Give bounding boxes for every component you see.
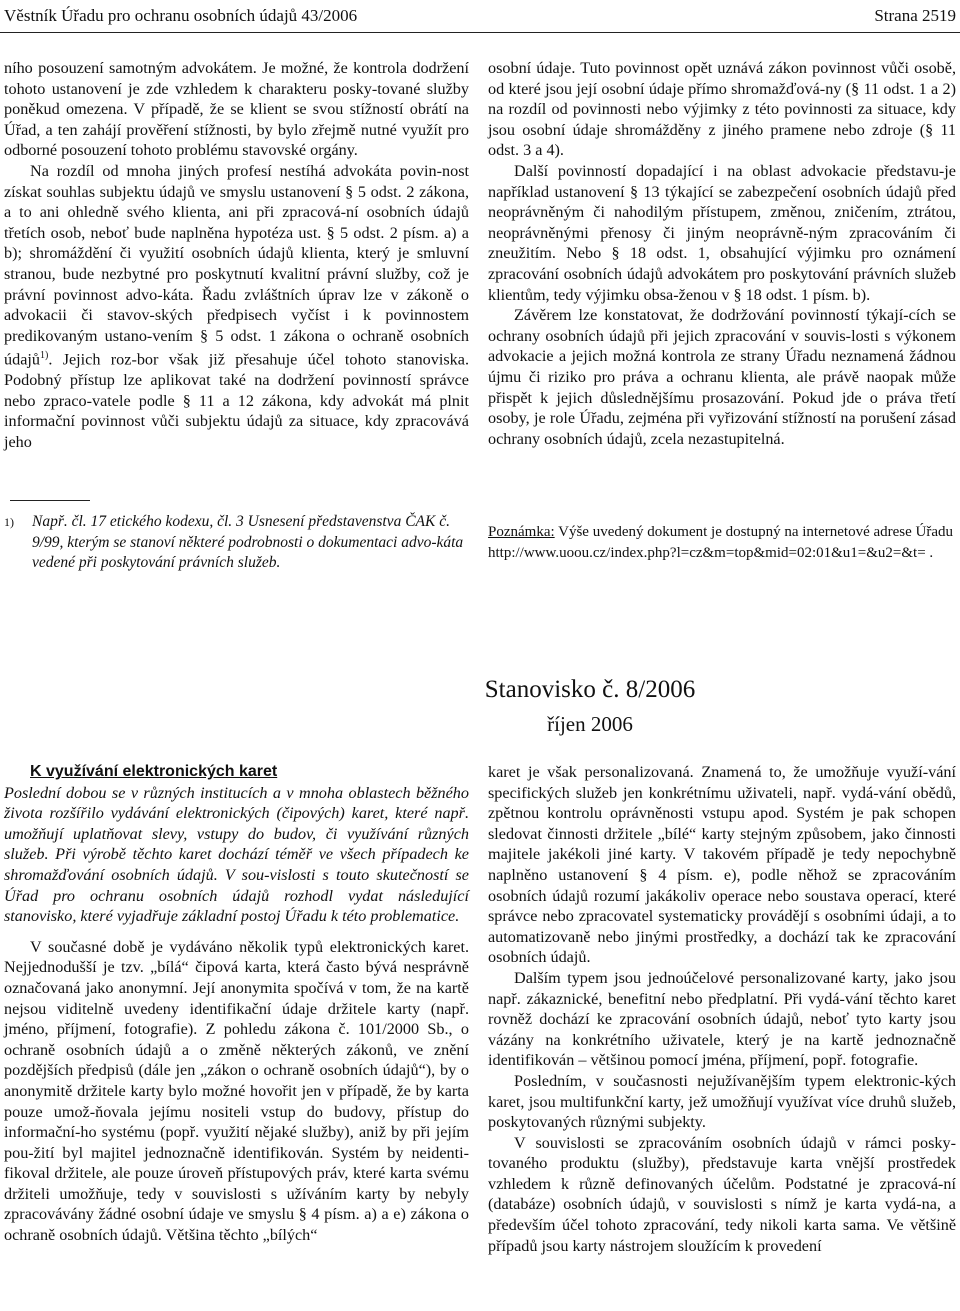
paragraph: Dalším typem jsou jednoúčelové personalizované karty, jako jsou např. zákaznické, benefitní nebo předplatní. Při vydá-vání těchto karet rovněž dochází ke zpracování osobních údajů, neboť tyto karty jsou vázány na konkrétního uživatele, který je na kartě jednoznačně identifikován – většinou pomocí jména, příjmení, popř. fotografie. [488, 968, 956, 1070]
paragraph: Posledním, v současnosti nejužívanějším typem elektronic-kých karet, jsou multifunkční karty, jež umožňují využívat více druhů služeb, poskytovaných různými subjekty. [488, 1071, 956, 1132]
column-4 [488, 762, 956, 1256]
opinion-title: Stanovisko č. 8/2006 [484, 676, 696, 703]
footnote [4, 512, 469, 574]
paragraph: Další povinností dopadající i na oblast advokacie představu-je například ustanovení § 13 týkající se zabezpečení osobních údajů před neoprávněným či nahodilým přístupem, změnou, zničením, ztrátou, neoprávněnými přenosy či jiným neoprávně-ným zpracováním či zneužitím. Nebo § 18 odst. 1, obsahující výjimku pro oznámení zpracování osobních údajů advokátem pro poskytování právních služeb klientům, tedy výjimku obsa-ženou v § 18 odst. 1 písm. b). [488, 161, 956, 304]
paragraph: V současné době je vydáváno několik typů elektronických karet. Nejjednodušší je tzv. „bílá“ čipová karta, která často bývá nesprávně označovaná jako anonymní. Její anonymita spočívá v tom, že na kartě nejsou viditelně uvedeny identifikační údaje držitele karty (např. jméno, příjmení, fotografie). Z pohledu zákona č. 101/2000 Sb., o ochraně osobních údajů a o změně některých zákonů, ve znění pozdějších předpisů (dále jen „zákon o ochraně osobních údajů“), by o anonymitě držitele karty bylo možné hovořit jen v případě, že by karta pouze umož-ňovala jejímu nositeli vstup do budovy, přístup do informační-ho systému (popř. využití nějaké služby), aniž by při jejím pou-žití byl majitel jednoznačně identifikován. Systém by neidenti-fikoval držitele, ale pouze úroveň přístupových práv, které karta svému držiteli umožňuje, tedy v souvislosti s užíváním karty by nebyly zpracovávány žádné osobní údaje ve smyslu § 4 písm. a) a e) zákona o ochraně osobních údajů. Většina těchto „bílých“ [4, 937, 469, 1245]
paragraph: Závěrem lze konstatovat, že dodržování povinností týkají-cích se ochrany osobních údajů při jejich zpracování v souvis-losti s výkonem advokacie a jejich možná kontrola ze strany Úřadu neznamená žádnou újmu či riziko pro práva a ochranu klienta, ale právě naopak může přispět k jejich důslednějšímu prosazování. Pokud jde o práva třetí osoby, je role Úřadu, zejména při vyřizování stížností na porušení zásad ochrany osobních údajů, zcela nezastupitelná. [488, 306, 956, 448]
column-2 [488, 58, 956, 449]
note-label: Poznámka: [488, 524, 555, 540]
note-text[interactable]: Výše uvedený dokument je dostupný na internetové adrese Úřadu http://www.uoou.cz/index.php?l=cz&m=top&mid=02:01&u1=&u2=&t= . [488, 524, 954, 561]
page-number: Strana 2519 [874, 6, 956, 25]
column-3 [4, 762, 469, 1246]
paragraph-text: . Jejich roz-bor však již přesahuje účel tohoto stanoviska. Podobný přístup lze aplikovat také na dodržení povinností správce nebo zpraco-vatele podle § 11 a 12 zákona, kdy advokát má plnit informační povinnost vůči subjektu údajů za situace, kdy zpracovává jeho [4, 350, 469, 452]
journal-title: Věstník Úřadu pro ochranu osobních údajů 43/2006 [4, 6, 358, 25]
paragraph [4, 161, 469, 453]
paragraph: karet je však personalizovaná. Znamená to, že umožňuje využí-vání specifických služeb jen konkrétnímu uživateli, např. vydá-vání obědů, zpětnou kontrolu oprávněnosti vstupu apod. Systém je pak schopen sledovat činnosti držitele „bílé“ karty stejným způsobem, jako činnosti majitele jakékoli jiné karty. V takovém případě je tedy nepochybně naplněno ustanovení § 4 písm. e), podle něhož se zpracováním osobních údajů rozumí jakákoliv operace nebo soustava operací, které správce nebo zpracovatel systematicky provádějí s osobními údaji, a to automatizovaně nebo jinými prostředky, a dochází tak ke zpracování osobních údajů. [488, 763, 956, 967]
paragraph: ního posouzení samotným advokátem. Je možné, že kontrola dodržení tohoto ustanovení je zde vzhledem k charakteru posky-tované služby poněkud omezena. V případě, že se klient se svou stížností obrátí na Úřad, a ten zahájí prověření stížnosti, by bylo zřejmě nutné využít pro odborné posouzení tohoto problému stavovské orgány. [4, 59, 469, 160]
note [488, 522, 956, 563]
footnote-mark: 1) [4, 515, 14, 529]
paragraph: V souvislosti se zpracováním osobních údajů v rámci posky-tovaného produktu (služby), představuje karta vnější prostředek vzhledem k různě definovaných účelům. Podstatné je zpracová-ní (databáze) osobních údajů, v souvislosti s nímž je karta vydá-na, a především účel tohoto zpracování, tedy nikoli karta sama. Ve většině případů jsou karty nástrojem sloužícím k provedení [488, 1133, 956, 1255]
paragraph: osobní údaje. Tuto povinnost opět uznává zákon povinnost vůči osobě, od které jsou její osobní údaje přímo shromažďová-ny (§ 11 odst. 1 a 2) na rozdíl od povinnosti nebo výjimky z této povinnosti za situace, kdy jsou osobní údaje shromážděny z jiného pramene nebo zdroje (§ 11 odst. 3 a 4). [488, 59, 956, 160]
paragraph-text: Na rozdíl od mnoha jiných profesí nestíhá advokáta povin-nost získat souhlas subjektu údajů ve smyslu ustanovení § 5 odst. 2 zákona, a to ani ohledně svého klienta, ani při zpracová-ní osobních údajů třetích osob, neboť bude naplněna hypotéza ust. § 5 odst. 2 písm. a) a b); shromáždění či využití osobních údajů klienta, který je smluvní stranou, bude nezbytné pro poskytnutí kvalitní právní služby, což je právní povinnost advo-káta. Řadu zvláštních úprav lze v zákoně o advokacii či stavov-ských předpisech vyčíst i k povinnostem predikovaným ustano-vením § 5 odst. 1 zákona o ochraně osobních údajů [4, 161, 469, 369]
footnote-ref[interactable]: 1) [39, 350, 49, 362]
page-header [0, 0, 960, 33]
footnote-divider [10, 500, 90, 501]
column-1 [4, 58, 469, 453]
footnote-text: Např. čl. 17 etického kodexu, čl. 3 Usnesení představenstva ČAK č. 9/99, kterým se stanoví některé podrobnosti o dokumentaci advo-káta vedené při poskytování právních služeb. [32, 513, 464, 571]
intro-paragraph: Poslední dobou se v různých institucích a v mnoha oblastech běžného života rozšířilo vydávání elektronických (čipových) karet, které např. umožňují uplatňovat slevy, vstupy do budov, či využívání různých služeb. Při výrobě těchto karet dochází téměř ve všech případech ke shromažďování osobních údajů. V sou-vislosti s touto skutečností se Úřad pro ochranu osobních údajů rozhodl vydat následující stanovisko, které vyjadřuje základní postoj Úřadu k této problematice. [4, 783, 469, 926]
opinion-date: říjen 2006 [547, 712, 633, 736]
section-heading: K využívání elektronických karet [30, 763, 278, 780]
